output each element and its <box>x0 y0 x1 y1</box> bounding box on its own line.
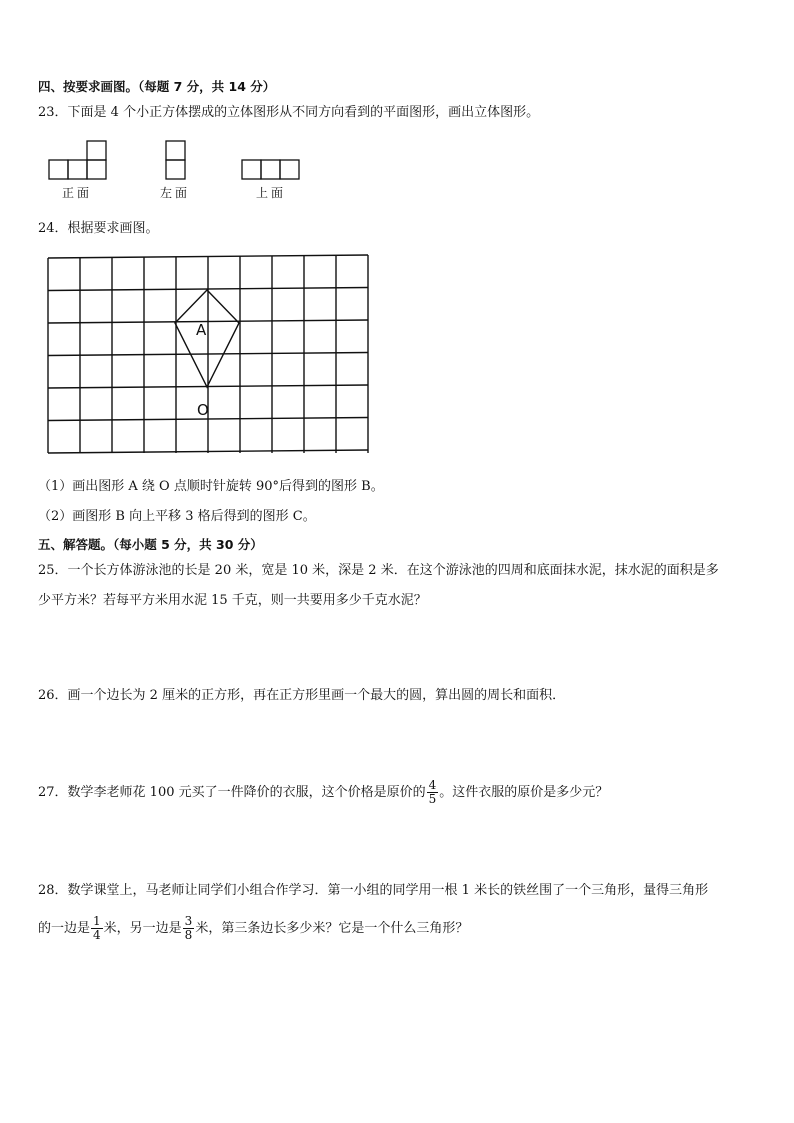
question-24-sub-2: （2）画图形 B 向上平移 3 格后得到的图形 C。 <box>38 509 316 524</box>
left-view-figure <box>164 139 188 181</box>
question-24-text: 24．根据要求画图。 <box>38 221 159 236</box>
question-24-sub-1: （1）画出图形 A 绕 O 点顺时针旋转 90°后得到的图形 B。 <box>38 479 384 494</box>
drawing-grid <box>46 250 370 456</box>
question-28-line-1: 28．数学课堂上，马老师让同学们小组合作学习．第一小组的同学用一根 1 米长的铁丝围了一个三角形，量得三角形 <box>38 883 709 898</box>
question-28-line-2: 的一边是 $\frac{1}{4}$ 米，另一边是 $\frac{3}{8}$ 米，第三条边长多少米？它是一个什么三角形？ <box>38 914 469 942</box>
left-view-label: 左面 <box>160 186 191 200</box>
question-25-line-1: 25．一个长方体游泳池的长是 20 米，宽是 10 米，深是 2 米．在这个游泳池的四周和底面抹水泥，抹水泥的面积是多 <box>38 563 719 578</box>
label-a: A <box>196 321 207 339</box>
question-27-after: 。这件衣服的原价是多少元？ <box>439 785 609 800</box>
question-25-line-2: 少平方米？若每平方米用水泥 15 千克，则一共要用多少千克水泥？ <box>38 593 427 608</box>
question-26-text: 26．画一个边长为 2 厘米的正方形，再在正方形里画一个最大的圆，算出圆的周长和面积． <box>38 688 566 703</box>
question-27-text <box>38 776 608 810</box>
fraction-4-5: $\frac{4}{5}$ <box>428 778 437 806</box>
section-5-heading: 五、解答题。（每小题 5 分，共 30 分） <box>38 537 263 552</box>
front-view-figure <box>48 139 110 181</box>
fraction-3-8: $\frac{3}{8}$ <box>184 914 193 942</box>
front-view-label: 正面 <box>62 186 93 200</box>
section-4-heading: 四、按要求画图。（每题 7 分，共 14 分） <box>38 79 276 94</box>
question-27-before: 27．数学李老师花 100 元买了一件降价的衣服，这个价格是原价的 <box>38 785 426 800</box>
figure-a-kite <box>175 290 239 387</box>
top-view-label: 上面 <box>256 186 287 200</box>
fraction-1-4: $\frac{1}{4}$ <box>93 914 101 942</box>
question-23-text: 23．下面是 4 个小正方体摆成的立体图形从不同方向看到的平面图形，画出立体图形。 <box>38 105 540 120</box>
top-view-figure <box>241 158 303 182</box>
label-o: O <box>197 401 209 419</box>
